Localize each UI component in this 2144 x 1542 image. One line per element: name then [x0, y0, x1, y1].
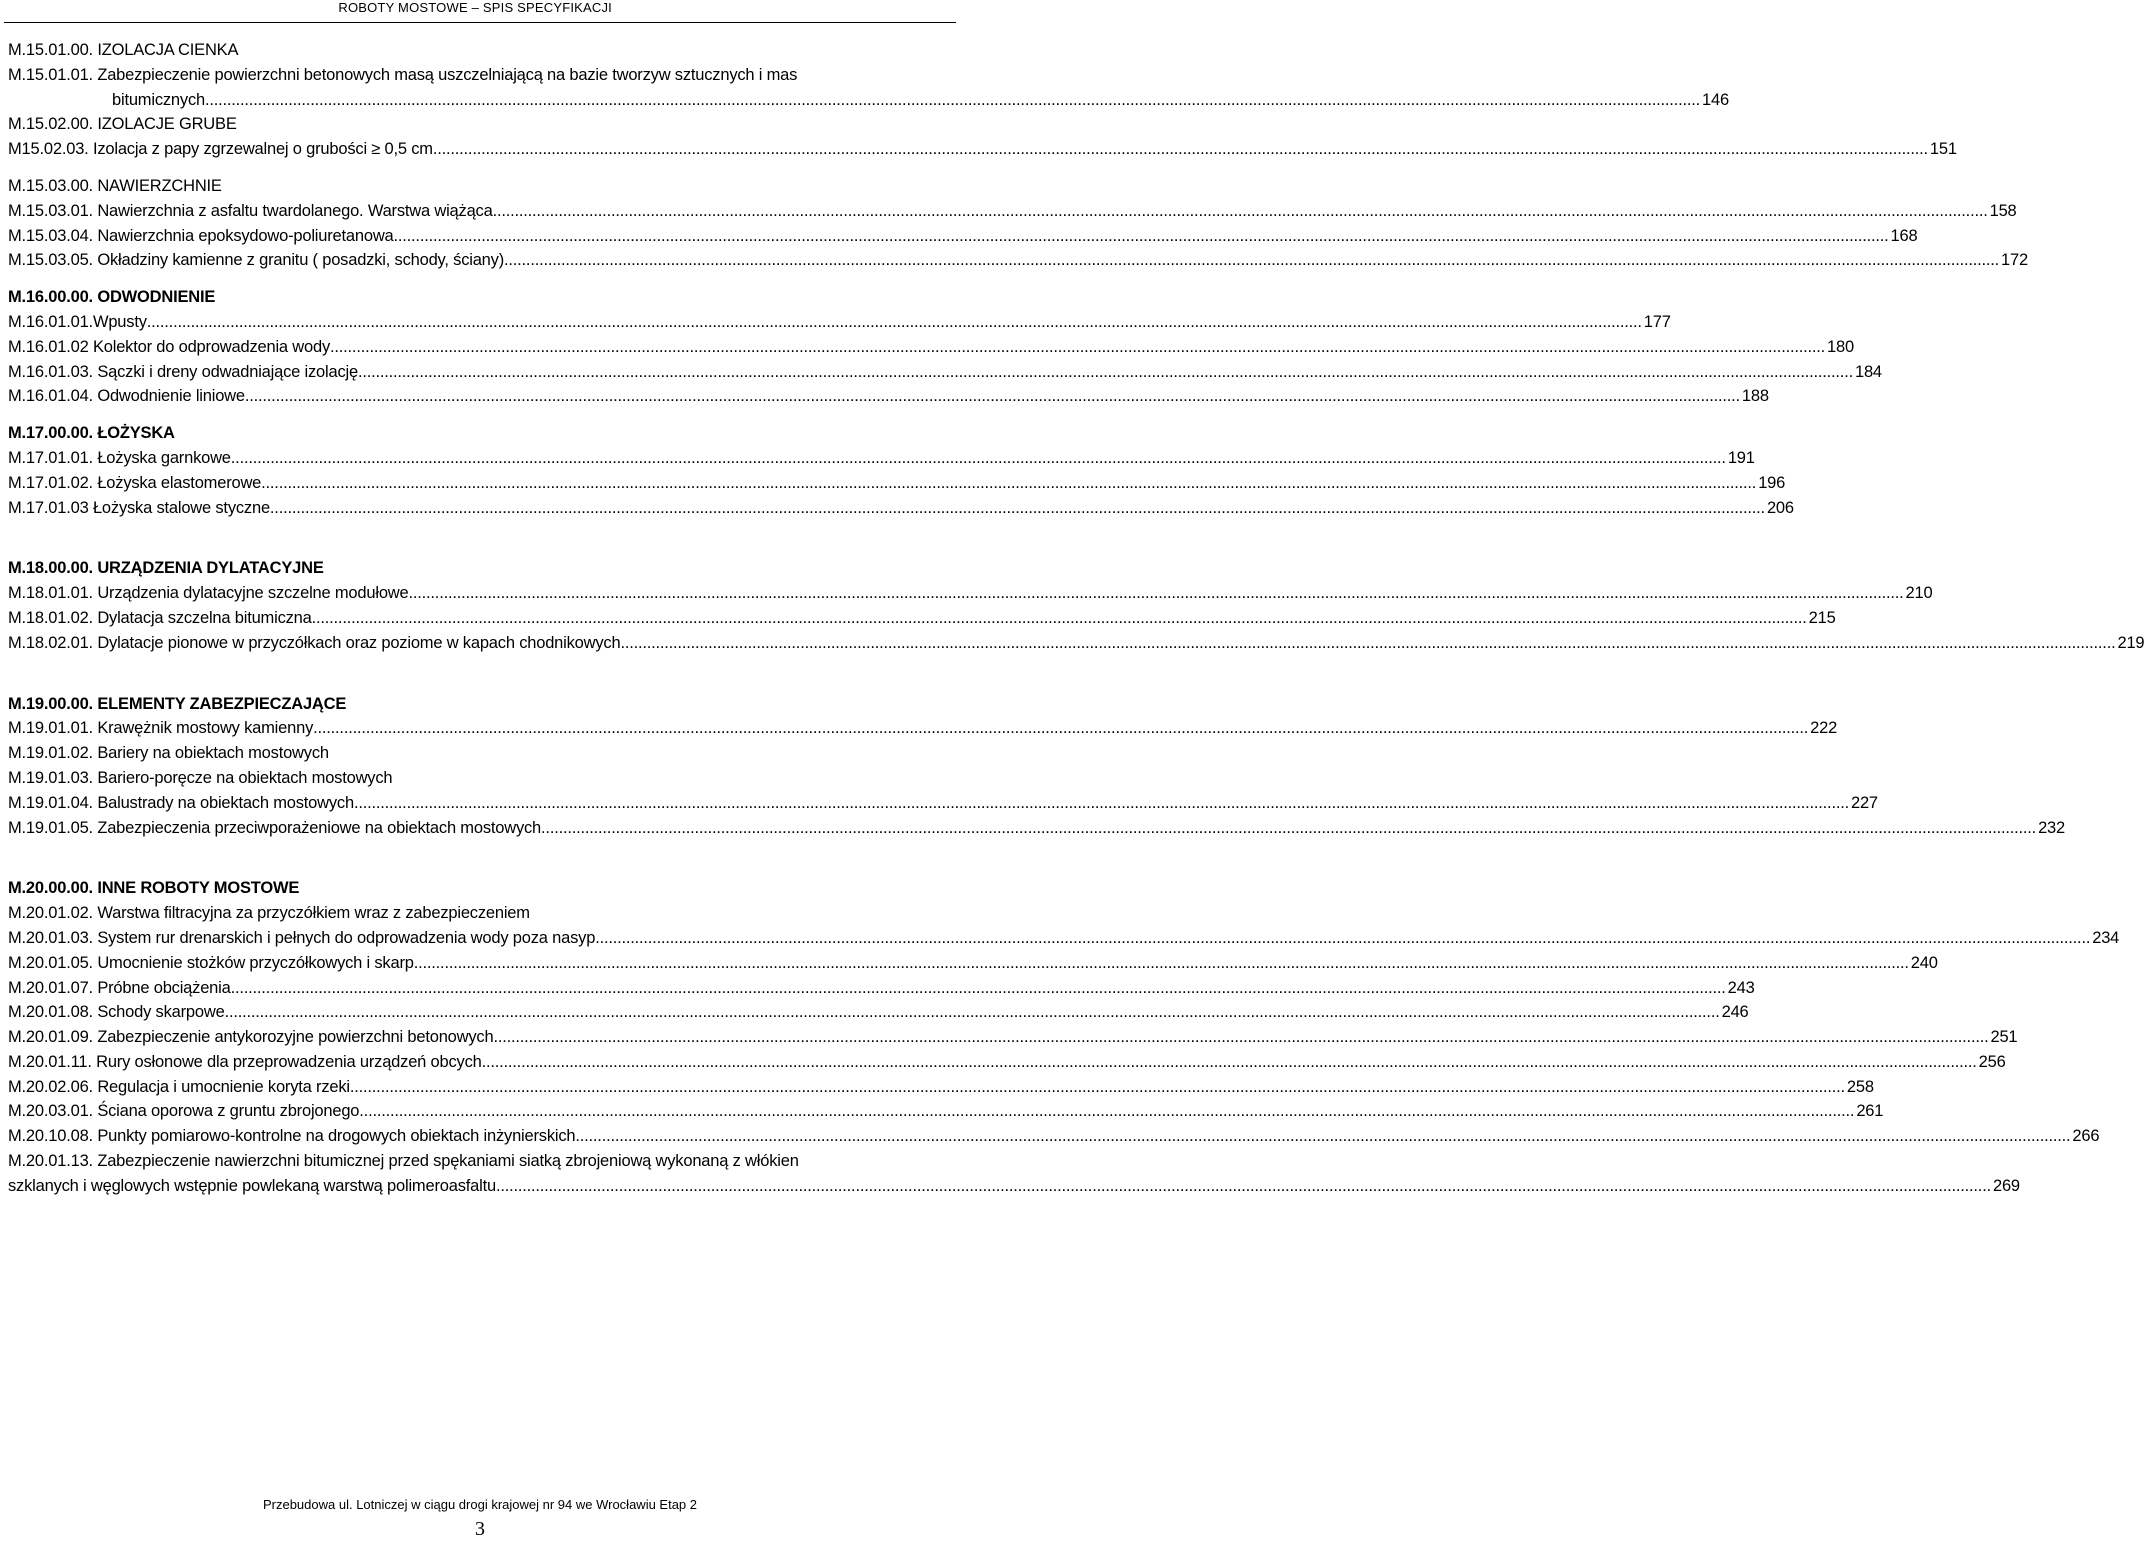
- dot-leader: [231, 976, 1726, 1001]
- toc-page-number: 151: [1929, 140, 1957, 159]
- toc-page-number: 234: [2092, 928, 2120, 947]
- toc-page-number: 146: [1702, 90, 1729, 109]
- toc-page-number: 210: [1905, 584, 1933, 603]
- toc-entry: [8, 88, 1729, 113]
- toc-entry-text: M.20.01.13. Zabezpieczenie nawierzchni bitumicznej przed spękaniami siatką zbrojeniową wykonaną z włókien: [8, 1152, 799, 1171]
- toc-page-number: 158: [1989, 201, 2017, 220]
- dot-leader: [205, 88, 1700, 113]
- dot-leader: [496, 1174, 1991, 1199]
- toc-page-number: 188: [1741, 387, 1769, 406]
- dot-leader: [270, 496, 1765, 521]
- toc-entry-text: M.18.01.02. Dylatacja szczelna bitumiczna: [8, 608, 312, 627]
- toc-entry: [8, 1000, 1749, 1025]
- dot-leader: [313, 716, 1808, 741]
- toc-entry-text: M.20.01.03. System rur drenarskich i pełnych do odprowadzenia wody poza nasyp: [8, 928, 596, 947]
- toc-section-m18: [8, 556, 952, 581]
- toc-entry: [8, 137, 1957, 162]
- dot-leader: [147, 310, 1642, 335]
- dot-leader: [482, 1050, 1977, 1075]
- toc-section-m19: [8, 692, 952, 717]
- toc-page-number: 168: [1890, 226, 1918, 245]
- dot-leader: [541, 816, 2036, 841]
- toc-entry-text: M.19.01.02. Bariery na obiektach mostowych: [8, 744, 329, 763]
- toc-entry: [8, 446, 1755, 471]
- toc-entry-text: M.15.01.00. IZOLACJA CIENKA: [8, 41, 239, 59]
- toc-entry: [8, 976, 1755, 1001]
- toc-entry-text: M.19.00.00. ELEMENTY ZABEZPIECZAJĄCE: [8, 694, 347, 713]
- toc-entry: [8, 631, 2144, 656]
- toc-entry-text: M.15.03.00. NAWIERZCHNIE: [8, 176, 222, 195]
- toc-entry: [8, 360, 1882, 385]
- toc-entry: [8, 716, 1838, 741]
- toc-entry-text: M.19.01.01. Krawężnik mostowy kamienny: [8, 719, 314, 738]
- toc-entry: [8, 951, 1938, 976]
- dot-leader: [504, 248, 1999, 273]
- toc-entry-text: M.19.01.05. Zabezpieczenia przeciwporażeniowe na obiektach mostowych: [8, 818, 542, 837]
- dot-leader: [620, 631, 2115, 656]
- toc-entry-text: M.15.03.05. Okładziny kamienne z granitu ( posadzki, schody, ściany): [8, 251, 505, 270]
- toc-page-number: 177: [1643, 312, 1671, 331]
- toc-entry-text: M.20.02.06. Regulacja i umocnienie koryta rzeki: [8, 1077, 350, 1096]
- toc-entry-text: M.16.01.01.Wpusty: [8, 312, 147, 331]
- toc-page-number: 240: [1910, 953, 1938, 972]
- toc-entry-text: M.15.03.01. Nawierzchnia z asfaltu twardolanego. Warstwa wiążąca: [8, 201, 493, 220]
- toc-section-m17: [8, 421, 952, 446]
- toc-entry: [8, 741, 952, 766]
- toc-entry-text: M.20.00.00. INNE ROBOTY MOSTOWE: [8, 879, 300, 898]
- toc-entry: [8, 606, 1836, 631]
- dot-leader: [493, 199, 1988, 224]
- toc-entry: [8, 310, 1671, 335]
- toc-page-number: 269: [1992, 1176, 2020, 1195]
- toc-section-m20: [8, 876, 952, 901]
- toc-entry: [8, 1174, 2020, 1199]
- toc-page-number: 196: [1758, 473, 1786, 492]
- dot-leader: [595, 926, 2090, 951]
- toc-page-number: 251: [1990, 1028, 2018, 1047]
- toc-entry-text: M.20.01.08. Schody skarpowe: [8, 1003, 225, 1022]
- dot-leader: [409, 581, 1904, 606]
- toc-entry-text: M.18.02.01. Dylatacje pionowe w przyczółkach oraz poziome w kapach chodnikowych: [8, 633, 621, 652]
- toc-entry: [8, 1099, 1884, 1124]
- toc-page-number: 180: [1827, 337, 1854, 356]
- toc-section-m15-02: [8, 112, 952, 137]
- dot-leader: [575, 1124, 2070, 1149]
- toc-page-number: 261: [1856, 1102, 1884, 1121]
- header-rule: [4, 22, 956, 23]
- table-of-contents: [8, 38, 2144, 1199]
- toc-entry-text: bitumicznych: [112, 90, 205, 109]
- toc-entry: [8, 1149, 952, 1174]
- toc-entry-text: M.18.00.00. URZĄDZENIA DYLATACYJNE: [8, 559, 324, 578]
- toc-page-number: 191: [1727, 448, 1755, 467]
- toc-entry: [8, 471, 1786, 496]
- toc-entry-text: M.20.01.11. Rury osłonowe dla przeprowadzenia urządzeń obcych: [8, 1052, 482, 1071]
- toc-entry: [8, 248, 2028, 273]
- dot-leader: [354, 791, 1849, 816]
- toc-entry-text: M.20.01.07. Próbne obciążenia: [8, 978, 231, 997]
- toc-page-number: 184: [1854, 362, 1882, 381]
- toc-entry-text: M.19.01.04. Balustrady na obiektach mostowych: [8, 793, 354, 812]
- dot-leader: [231, 446, 1726, 471]
- toc-page-number: 219: [2117, 633, 2144, 652]
- toc-page-number: 227: [1850, 793, 1878, 812]
- toc-section-m15-03: [8, 174, 952, 199]
- toc-page-number: 258: [1846, 1077, 1874, 1096]
- toc-entry: [8, 63, 952, 88]
- dot-leader: [225, 1000, 1720, 1025]
- toc-entry: [8, 1075, 1874, 1100]
- toc-entry: [8, 926, 2120, 951]
- toc-entry: [8, 384, 1769, 409]
- toc-entry: [8, 224, 1918, 249]
- toc-entry-text: M.17.01.01. Łożyska garnkowe: [8, 448, 231, 467]
- toc-entry-text: M.15.01.01. Zabezpieczenie powierzchni betonowych masą uszczelniającą na bazie tworzyw sztucznych i mas: [8, 65, 798, 84]
- toc-entry: [8, 199, 2017, 224]
- toc-page-number: 172: [2001, 251, 2028, 270]
- toc-entry-text: M.16.01.03. Sączki i dreny odwadniające izolację: [8, 362, 358, 381]
- toc-entry-text: M.17.00.00. ŁOŻYSKA: [8, 424, 175, 443]
- toc-entry-text: M.18.01.01. Urządzenia dylatacyjne szczelne modułowe: [8, 584, 409, 603]
- toc-page-number: 256: [1978, 1052, 2006, 1071]
- toc-page-number: 266: [2072, 1127, 2100, 1146]
- dot-leader: [394, 224, 1889, 249]
- toc-entry-text: M.20.03.01. Ściana oporowa z gruntu zbrojonego: [8, 1102, 360, 1121]
- toc-page-number: 215: [1808, 608, 1836, 627]
- toc-entry: [8, 1050, 2006, 1075]
- toc-entry-text: M15.02.03. Izolacja z papy zgrzewalnej o grubości ≥ 0,5 cm: [8, 140, 433, 159]
- toc-entry-text: M.16.01.04. Odwodnienie liniowe: [8, 387, 245, 406]
- toc-entry-text: M.16.00.00. ODWODNIENIE: [8, 288, 216, 307]
- toc-entry-text: M.15.02.00. IZOLACJE GRUBE: [8, 115, 237, 134]
- toc-entry-text: M.15.03.04. Nawierzchnia epoksydowo-poliuretanowa: [8, 226, 394, 245]
- page-footer: Przebudowa ul. Lotniczej w ciągu drogi krajowej nr 94 we Wrocławiu Etap 2: [262, 1497, 698, 1512]
- dot-leader: [493, 1025, 1988, 1050]
- toc-entry: [8, 1124, 2100, 1149]
- dot-leader: [312, 606, 1807, 631]
- toc-entry: [8, 766, 952, 791]
- toc-entry-text: M.20.01.02. Warstwa filtracyjna za przyczółkiem wraz z zabezpieczeniem: [8, 904, 530, 923]
- toc-entry-text: szklanych i węglowych wstępnie powlekaną warstwą polimeroasfaltu: [8, 1176, 496, 1195]
- toc-page-number: 222: [1810, 719, 1838, 738]
- toc-entry: [8, 1025, 2018, 1050]
- dot-leader: [350, 1075, 1845, 1100]
- toc-entry: [8, 581, 1933, 606]
- dot-leader: [359, 1099, 1854, 1124]
- toc-entry: [8, 335, 1854, 360]
- toc-section-m15-01: [8, 38, 952, 63]
- toc-entry-text: M.17.01.03 Łożyska stalowe styczne: [8, 498, 270, 517]
- toc-entry-text: M.16.01.02 Kolektor do odprowadzenia wody: [8, 337, 331, 356]
- toc-entry: [8, 791, 1878, 816]
- dot-leader: [433, 137, 1928, 162]
- toc-page-number: 232: [2038, 818, 2066, 837]
- toc-entry-text: M.20.10.08. Punkty pomiarowo-kontrolne na drogowych obiektach inżynierskich: [8, 1127, 576, 1146]
- toc-section-m16: [8, 285, 952, 310]
- toc-entry: [8, 901, 952, 926]
- running-header: ROBOTY MOSTOWE – SPIS SPECYFIKACJI: [338, 0, 612, 15]
- toc-entry-text: M.20.01.05. Umocnienie stożków przyczółkowych i skarp: [8, 953, 414, 972]
- dot-leader: [330, 335, 1825, 360]
- dot-leader: [358, 360, 1853, 385]
- toc-entry: [8, 496, 1794, 521]
- toc-entry-text: M.17.01.02. Łożyska elastomerowe: [8, 473, 262, 492]
- toc-page-number: 246: [1721, 1003, 1749, 1022]
- page-number: 3: [475, 1518, 485, 1540]
- dot-leader: [414, 951, 1909, 976]
- toc-page-number: 206: [1766, 498, 1794, 517]
- toc-entry-text: M.20.01.09. Zabezpieczenie antykorozyjne powierzchni betonowych: [8, 1028, 494, 1047]
- dot-leader: [261, 471, 1756, 496]
- toc-page-number: 243: [1727, 978, 1755, 997]
- toc-entry: [8, 816, 2066, 841]
- toc-entry-text: M.19.01.03. Bariero-poręcze na obiektach mostowych: [8, 768, 393, 787]
- dot-leader: [245, 384, 1740, 409]
